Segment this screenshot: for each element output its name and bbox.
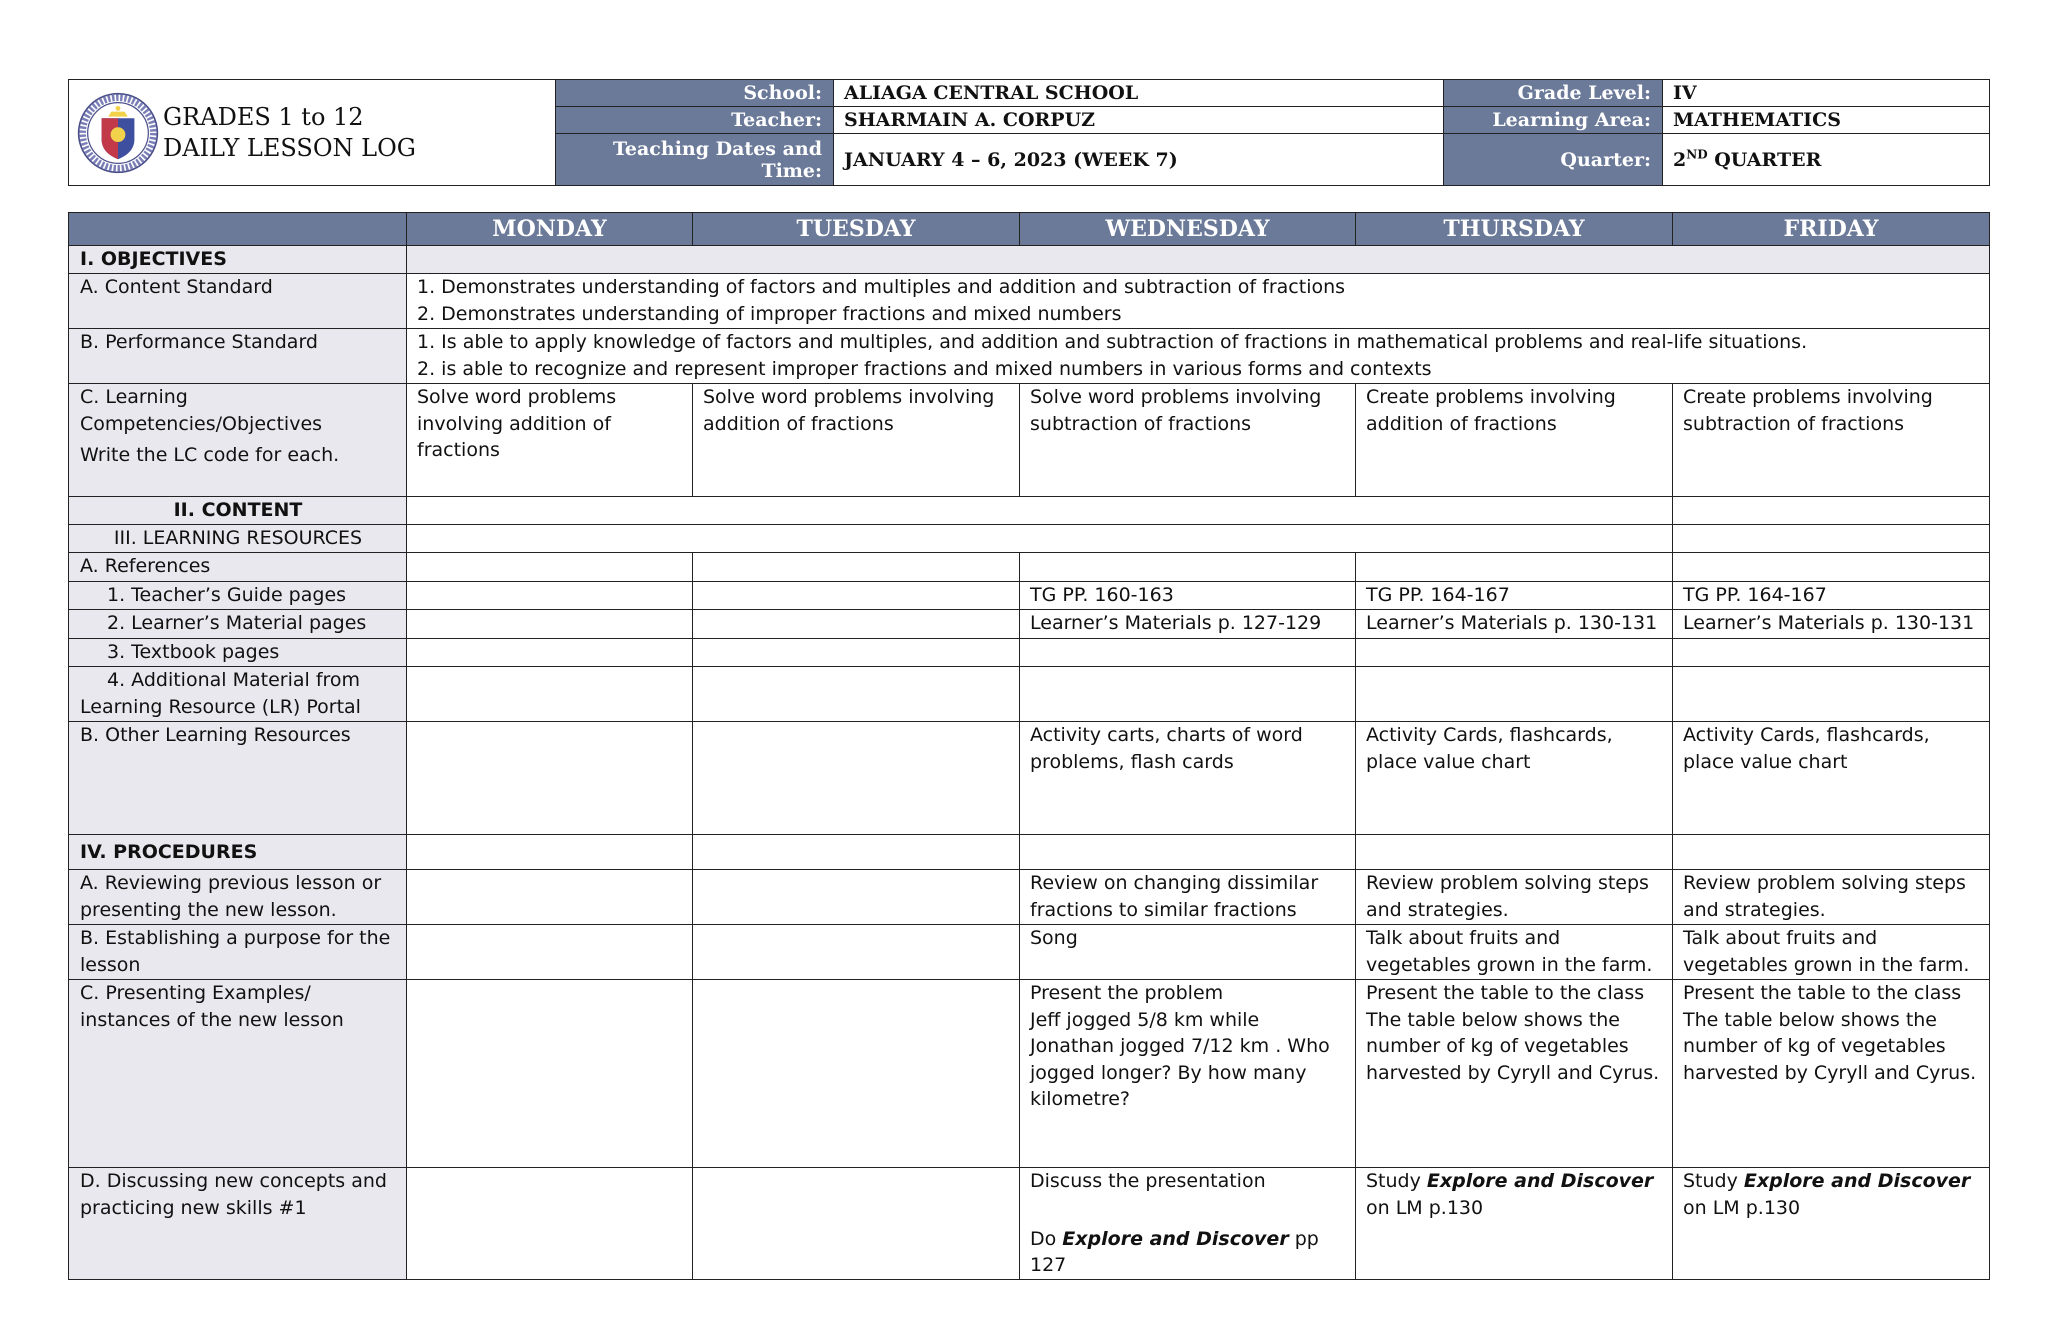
lm-wednesday: Learner’s Materials p. 127-129 xyxy=(1020,610,1356,639)
presenting-thursday-line2: The table below shows the number of kg of vegetables harvested by Cyryll and Cyrus. xyxy=(1366,1008,1660,1084)
purpose-tuesday xyxy=(693,925,1020,980)
references-wednesday xyxy=(1020,553,1356,582)
presenting-wednesday-line1: Present the problem xyxy=(1030,982,1224,1004)
review-monday xyxy=(407,870,693,925)
purpose-wednesday: Song xyxy=(1020,925,1356,980)
additional-material-line1: 4. Additional Material from xyxy=(107,669,361,691)
school-value: ALIAGA CENTRAL SCHOOL xyxy=(834,80,1444,107)
review-tuesday xyxy=(693,870,1020,925)
references-thursday xyxy=(1356,553,1673,582)
purpose-thursday: Talk about fruits and vegetables grown in the farm. xyxy=(1356,925,1673,980)
teachers-guide-label: 1. Teacher’s Guide pages xyxy=(69,582,407,610)
discussing-wednesday-line1: Discuss the presentation xyxy=(1030,1170,1266,1192)
header-title-line2: DAILY LESSON LOG xyxy=(163,133,416,162)
content-mon-thu xyxy=(407,497,1673,525)
discussing-thursday-explore: Explore and Discover xyxy=(1426,1170,1654,1192)
discussing-wednesday-do: Do xyxy=(1030,1227,1063,1250)
procedures-wednesday xyxy=(1020,835,1356,870)
day-header-thursday: THURSDAY xyxy=(1356,213,1673,246)
discussing-friday xyxy=(1673,1168,1990,1280)
purpose-friday: Talk about fruits and vegetables grown in the farm. xyxy=(1673,925,1990,980)
discussing-wednesday-pages: pp 127 xyxy=(1030,1227,1319,1276)
content-standard-line2: 2. Demonstrates understanding of improper fractions and mixed numbers xyxy=(417,302,1122,325)
grade-level-value: IV xyxy=(1663,80,1990,107)
teacher-label: Teacher: xyxy=(556,107,834,134)
additional-wednesday xyxy=(1020,667,1356,722)
discussing-thursday-study: Study xyxy=(1366,1170,1427,1192)
textbook-tuesday xyxy=(693,639,1020,667)
discussing-wednesday-explore: Explore and Discover xyxy=(1062,1227,1289,1250)
presenting-tuesday xyxy=(693,980,1020,1168)
competency-tuesday: Solve word problems involving addition of fractions xyxy=(693,384,1020,497)
discussing-label: D. Discussing new concepts and practicing new skills #1 xyxy=(69,1168,407,1280)
presenting-label: C. Presenting Examples/ instances of the new lesson xyxy=(69,980,407,1168)
competencies-label-line1: C. Learning xyxy=(80,386,188,408)
presenting-friday-line2: The table below shows the number of kg of vegetables harvested by Cyryll and Cyrus. xyxy=(1683,1008,1977,1084)
content-heading: II. CONTENT xyxy=(69,497,407,525)
discussing-friday-pages: on LM p.130 xyxy=(1683,1196,1801,1219)
objectives-heading: I. OBJECTIVES xyxy=(69,246,407,274)
content-friday xyxy=(1673,497,1990,525)
reviewing-label: A. Reviewing previous lesson or presenting the new lesson. xyxy=(69,870,407,925)
teaching-dates-value: JANUARY 4 – 6, 2023 (WEEK 7) xyxy=(834,134,1444,186)
school-label: School: xyxy=(556,80,834,107)
presenting-thursday-line1: Present the table to the class xyxy=(1366,982,1645,1004)
procedures-heading: IV. PROCEDURES xyxy=(69,835,407,870)
objectives-heading-fill xyxy=(407,246,1990,274)
learning-area-value: MATHEMATICS xyxy=(1663,107,1990,134)
purpose-monday xyxy=(407,925,693,980)
presenting-thursday xyxy=(1356,980,1673,1168)
lm-friday: Learner’s Materials p. 130-131 xyxy=(1673,610,1990,639)
resources-mon-thu xyxy=(407,525,1673,553)
review-wednesday: Review on changing dissimilar fractions to similar fractions xyxy=(1020,870,1356,925)
content-standard-label: A. Content Standard xyxy=(69,274,407,329)
tg-friday: TG PP. 164-167 xyxy=(1673,582,1990,610)
competency-friday: Create problems involving subtraction of fractions xyxy=(1673,384,1990,497)
other-friday: Activity Cards, flashcards, place value chart xyxy=(1673,722,1990,835)
performance-standard-line2: 2. is able to recognize and represent improper fractions and mixed numbers in various forms and contexts xyxy=(417,357,1432,380)
tg-thursday: TG PP. 164-167 xyxy=(1356,582,1673,610)
header-logo-cell xyxy=(69,80,556,186)
teacher-value: SHARMAIN A. CORPUZ xyxy=(834,107,1444,134)
learning-resources-heading: III. LEARNING RESOURCES xyxy=(69,525,407,553)
additional-friday xyxy=(1673,667,1990,722)
other-monday xyxy=(407,722,693,835)
discussing-tuesday xyxy=(693,1168,1020,1280)
performance-standard-value xyxy=(407,329,1990,384)
review-friday: Review problem solving steps and strategies. xyxy=(1673,870,1990,925)
content-standard-line1: 1. Demonstrates understanding of factors and multiples and addition and subtraction of fractions xyxy=(417,276,1346,298)
competencies-label xyxy=(69,384,407,497)
competencies-label-line2: Competencies/Objectives xyxy=(80,412,323,435)
quarter-text: QUARTER xyxy=(1707,148,1822,171)
header-table xyxy=(68,79,1990,186)
presenting-wednesday xyxy=(1020,980,1356,1168)
discussing-thursday-pages: on LM p.130 xyxy=(1366,1196,1484,1219)
quarter-label: Quarter: xyxy=(1444,134,1663,186)
other-wednesday: Activity carts, charts of word problems, flash cards xyxy=(1020,722,1356,835)
discussing-thursday xyxy=(1356,1168,1673,1280)
discussing-wednesday-line2 xyxy=(1030,1226,1345,1279)
competencies-label-line3: Write the LC code for each. xyxy=(80,444,340,466)
textbook-label: 3. Textbook pages xyxy=(69,639,407,667)
procedures-monday xyxy=(407,835,693,870)
tg-tuesday xyxy=(693,582,1020,610)
tg-monday xyxy=(407,582,693,610)
additional-tuesday xyxy=(693,667,1020,722)
references-friday xyxy=(1673,553,1990,582)
textbook-wednesday xyxy=(1020,639,1356,667)
lm-tuesday xyxy=(693,610,1020,639)
review-thursday: Review problem solving steps and strategies. xyxy=(1356,870,1673,925)
day-header-monday: MONDAY xyxy=(407,213,693,246)
performance-standard-line1: 1. Is able to apply knowledge of factors and multiples, and addition and subtraction of fractions in mathematical problems and real-life situations. xyxy=(417,331,1808,353)
other-resources-label: B. Other Learning Resources xyxy=(69,722,407,835)
other-thursday: Activity Cards, flashcards, place value chart xyxy=(1356,722,1673,835)
references-tuesday xyxy=(693,553,1020,582)
quarter-number: 2 xyxy=(1673,148,1687,171)
textbook-monday xyxy=(407,639,693,667)
competency-monday: Solve word problems involving addition of fractions xyxy=(407,384,693,497)
additional-monday xyxy=(407,667,693,722)
tg-wednesday: TG PP. 160-163 xyxy=(1020,582,1356,610)
procedures-friday xyxy=(1673,835,1990,870)
quarter-value xyxy=(1663,134,1990,186)
content-standard-value xyxy=(407,274,1990,329)
lesson-log-table xyxy=(68,212,1990,1280)
discussing-friday-study: Study xyxy=(1683,1170,1744,1192)
competency-wednesday: Solve word problems involving subtraction of fractions xyxy=(1020,384,1356,497)
deped-seal-icon xyxy=(77,92,159,174)
textbook-friday xyxy=(1673,639,1990,667)
day-header-tuesday: TUESDAY xyxy=(693,213,1020,246)
performance-standard-label: B. Performance Standard xyxy=(69,329,407,384)
discussing-monday xyxy=(407,1168,693,1280)
lm-thursday: Learner’s Materials p. 130-131 xyxy=(1356,610,1673,639)
lm-monday xyxy=(407,610,693,639)
learners-material-label: 2. Learner’s Material pages xyxy=(69,610,407,639)
references-monday xyxy=(407,553,693,582)
discussing-wednesday xyxy=(1020,1168,1356,1280)
additional-material-label xyxy=(69,667,407,722)
procedures-thursday xyxy=(1356,835,1673,870)
resources-friday xyxy=(1673,525,1990,553)
competency-thursday: Create problems involving addition of fractions xyxy=(1356,384,1673,497)
grade-level-label: Grade Level: xyxy=(1444,80,1663,107)
additional-thursday xyxy=(1356,667,1673,722)
header-title-line1: GRADES 1 to 12 xyxy=(163,102,364,131)
presenting-friday xyxy=(1673,980,1990,1168)
day-header-friday: FRIDAY xyxy=(1673,213,1990,246)
textbook-thursday xyxy=(1356,639,1673,667)
presenting-monday xyxy=(407,980,693,1168)
other-tuesday xyxy=(693,722,1020,835)
presenting-friday-line1: Present the table to the class xyxy=(1683,982,1962,1004)
day-header-wednesday: WEDNESDAY xyxy=(1020,213,1356,246)
additional-material-line2: Learning Resource (LR) Portal xyxy=(80,695,361,718)
references-label: A. References xyxy=(69,553,407,582)
presenting-wednesday-line2: Jeff jogged 5/8 km while Jonathan jogged 7/12 km . Who jogged longer? By how many kilometre? xyxy=(1030,1008,1330,1110)
learning-area-label: Learning Area: xyxy=(1444,107,1663,134)
discussing-friday-explore: Explore and Discover xyxy=(1743,1170,1971,1192)
procedures-tuesday xyxy=(693,835,1020,870)
purpose-label: B. Establishing a purpose for the lesson xyxy=(69,925,407,980)
teaching-dates-label: Teaching Dates and Time: xyxy=(556,134,834,186)
corner-header-cell xyxy=(69,213,407,246)
quarter-ordinal: ND xyxy=(1686,147,1708,162)
